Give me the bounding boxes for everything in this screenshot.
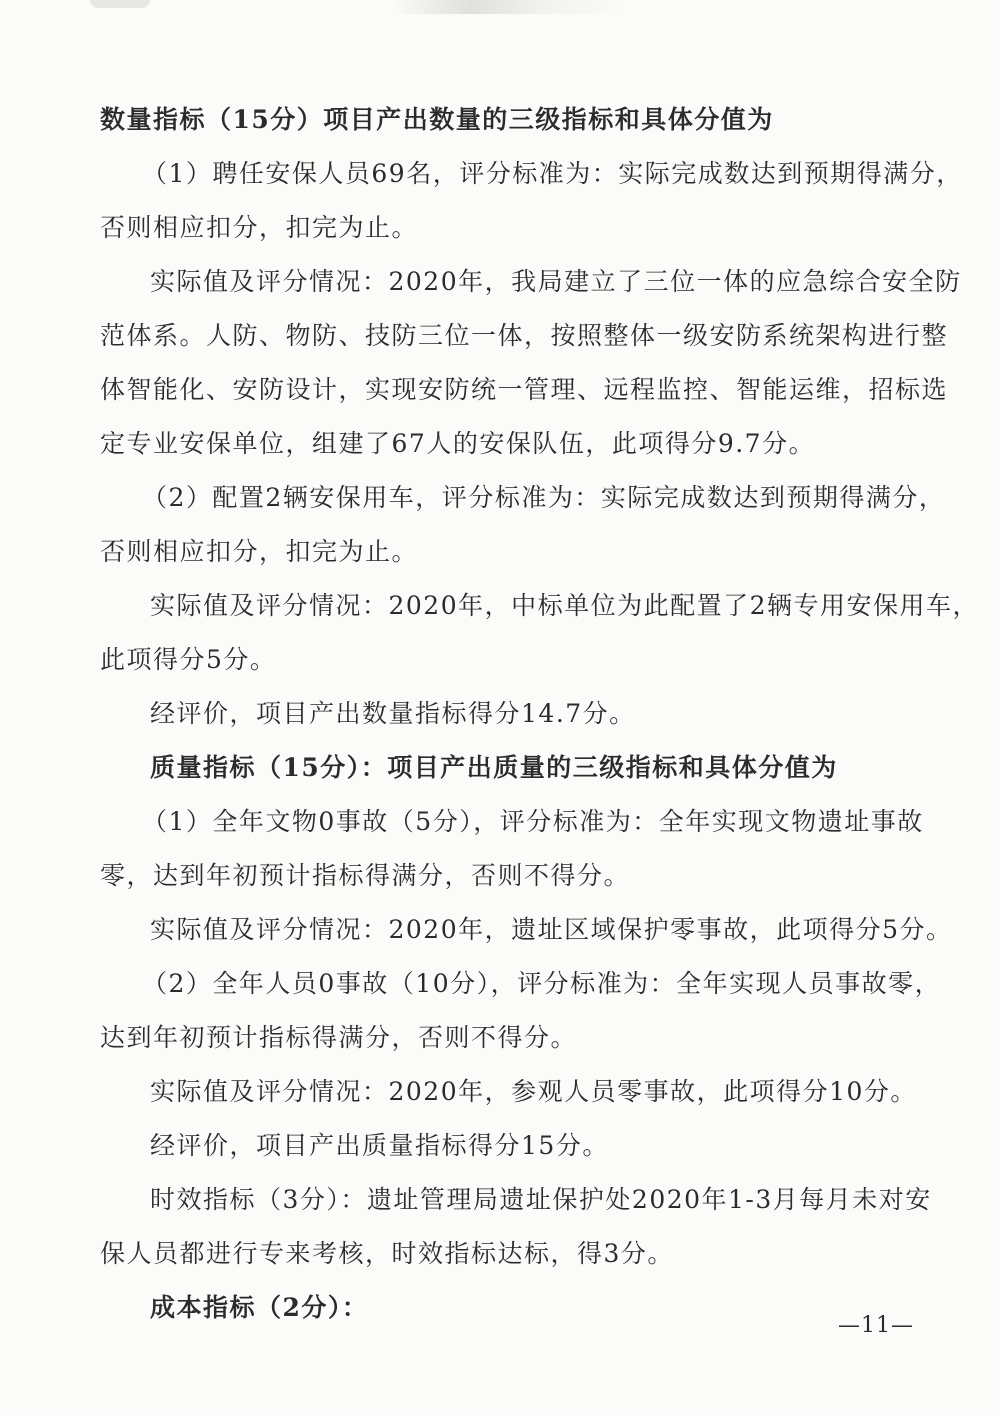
paragraph-line: （1）聘任安保人员69名，评分标准为：实际完成数达到预期得满分， — [142, 159, 963, 188]
paragraph-line: 实际值及评分情况：2020年，我局建立了三位一体的应急综合安全防 — [150, 267, 962, 296]
paragraph-line: 零，达到年初预计指标得满分，否则不得分。 — [100, 861, 631, 890]
paragraph-line: 经评价，项目产出数量指标得分14.7分。 — [150, 699, 636, 728]
section-heading-quantity: 数量指标（15分）项目产出数量的三级指标和具体分值为 — [100, 105, 774, 134]
section-heading-quality: 质量指标（15分）：项目产出质量的三级指标和具体分值为 — [150, 753, 838, 782]
paragraph-line: 此项得分5分。 — [100, 645, 277, 674]
paragraph-line: （1）全年文物0事故（5分），评分标准为：全年实现文物遗址事故 — [142, 807, 924, 836]
scan-artifact — [390, 0, 630, 14]
paragraph-line: 达到年初预计指标得满分，否则不得分。 — [100, 1023, 578, 1052]
scan-artifact — [90, 0, 150, 8]
page-number: —11— — [838, 1313, 914, 1338]
section-heading-cost: 成本指标（2分）： — [150, 1293, 369, 1322]
paragraph-line: （2）配置2辆安保用车，评分标准为：实际完成数达到预期得满分， — [142, 483, 946, 512]
paragraph-line: 定专业安保单位，组建了67人的安保队伍，此项得分9.7分。 — [100, 429, 816, 458]
paragraph-line: 经评价，项目产出质量指标得分15分。 — [150, 1131, 609, 1160]
paragraph-line: 实际值及评分情况：2020年，遗址区域保护零事故，此项得分5分。 — [150, 915, 953, 944]
paragraph-line: 否则相应扣分，扣完为止。 — [100, 537, 419, 566]
paragraph-line: 范体系。人防、物防、技防三位一体，按照整体一级安防系统架构进行整 — [100, 321, 949, 350]
paragraph-line: （2）全年人员0事故（10分），评分标准为：全年实现人员事故零， — [142, 969, 942, 998]
paragraph-line: 时效指标（3分）：遗址管理局遗址保护处2020年1-3月每月未对安 — [150, 1185, 932, 1214]
paragraph-line: 否则相应扣分，扣完为止。 — [100, 213, 419, 242]
paragraph-line: 体智能化、安防设计，实现安防统一管理、远程监控、智能运维，招标选 — [100, 375, 949, 404]
paragraph-line: 实际值及评分情况：2020年，中标单位为此配置了2辆专用安保用车， — [150, 591, 980, 620]
paragraph-line: 实际值及评分情况：2020年，参观人员零事故，此项得分10分。 — [150, 1077, 917, 1106]
paragraph-line: 保人员都进行专来考核，时效指标达标，得3分。 — [100, 1239, 674, 1268]
